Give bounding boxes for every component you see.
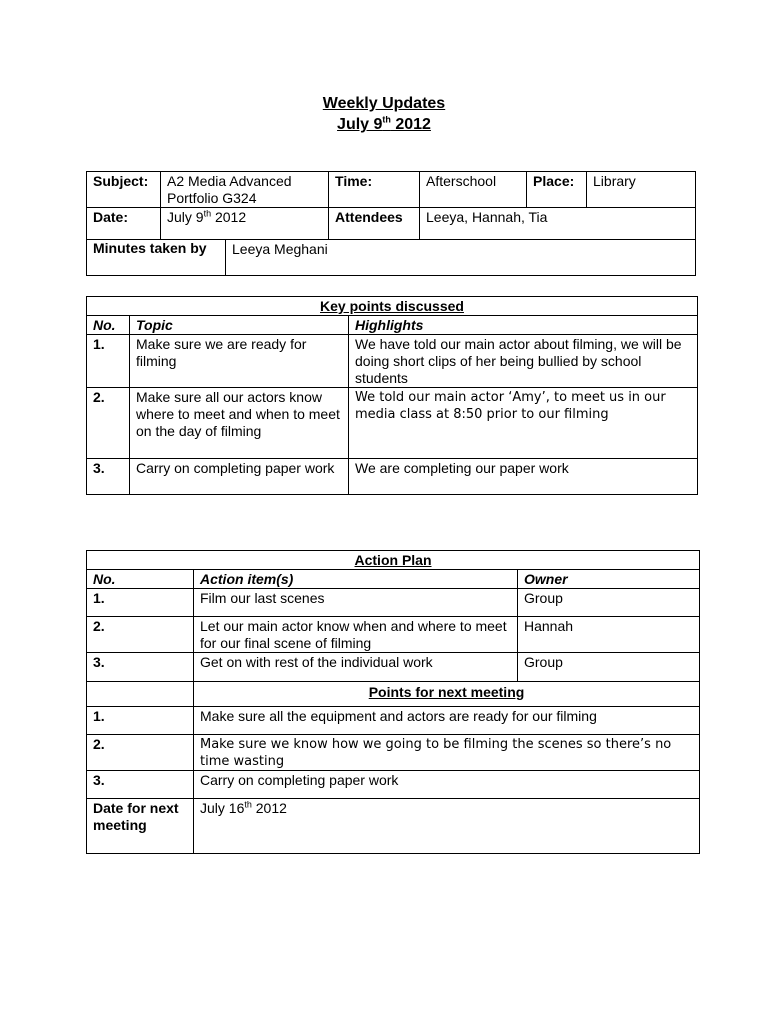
action-plan-header-row [87, 570, 700, 589]
date-text: July 9 [337, 116, 383, 133]
row-number: 1. [87, 589, 194, 617]
date-label: Date: [87, 208, 161, 240]
action-plan-table [86, 550, 700, 854]
row-topic: Make sure all our actors know where to meet and when to meet on the day of filming [130, 388, 349, 459]
document-title: Weekly Updates [322, 95, 446, 112]
col-highlights: Highlights [349, 316, 698, 335]
place-label: Place: [527, 172, 587, 208]
next-date-year: 2012 [251, 800, 287, 816]
row-number: 3. [87, 771, 194, 799]
col-owner: Owner [518, 570, 700, 589]
row-topic: Make sure we are ready for filming [130, 335, 349, 388]
table-row [87, 735, 700, 771]
row-highlight: We told our main actor ‘Amy’, to meet us in our media class at 8:50 prior to our filming [349, 388, 698, 459]
attendees-label: Attendees [329, 208, 420, 240]
subject-label: Subject: [87, 172, 161, 208]
row-number: 2. [87, 617, 194, 653]
next-date-value [194, 799, 700, 854]
next-meeting-heading-row [87, 682, 700, 707]
table-row [87, 459, 698, 495]
row-action-item: Get on with rest of the individual work [194, 653, 518, 682]
table-row [87, 653, 700, 682]
place-value: Library [587, 172, 696, 208]
table-row [87, 388, 698, 459]
col-no: No. [87, 570, 194, 589]
key-points-header-row [87, 316, 698, 335]
key-points-heading: Key points discussed [87, 297, 698, 316]
empty-cell [87, 682, 194, 707]
next-meeting-heading: Points for next meeting [194, 682, 700, 707]
table-row [87, 707, 700, 735]
row-highlight: We are completing our paper work [349, 459, 698, 495]
table-row [87, 617, 700, 653]
row-action-item: Let our main actor know when and where to meet for our final scene of filming [194, 617, 518, 653]
table-row [87, 335, 698, 388]
date-ordinal: th [382, 114, 391, 125]
row-owner: Group [518, 589, 700, 617]
next-date-ordinal: th [244, 799, 252, 810]
next-date-row [87, 799, 700, 854]
table-row [87, 771, 700, 799]
meeting-info-table [86, 171, 696, 276]
minutes-value: Leeya Meghani [226, 240, 696, 276]
row-number: 2. [87, 735, 194, 771]
row-number: 1. [87, 335, 130, 388]
date-row [87, 208, 696, 240]
row-highlight: We have told our main actor about filming, we will be doing short clips of her being bullied by school students [349, 335, 698, 388]
time-value: Afterschool [420, 172, 527, 208]
key-points-heading-row [87, 297, 698, 316]
subject-row [87, 172, 696, 208]
col-no: No. [87, 316, 130, 335]
row-number: 3. [87, 459, 130, 495]
action-plan-heading-row [87, 551, 700, 570]
action-plan-heading: Action Plan [87, 551, 700, 570]
date-value [161, 208, 329, 240]
row-topic: Carry on completing paper work [130, 459, 349, 495]
time-label: Time: [329, 172, 420, 208]
row-next-item: Carry on completing paper work [194, 771, 700, 799]
date-year: 2012 [390, 116, 431, 133]
row-owner: Hannah [518, 617, 700, 653]
key-points-table [86, 296, 698, 495]
minutes-label: Minutes taken by [87, 240, 226, 276]
document-date [0, 115, 768, 134]
attendees-value: Leeya, Hannah, Tia [420, 208, 696, 240]
col-topic: Topic [130, 316, 349, 335]
row-next-item: Make sure all the equipment and actors are ready for our filming [194, 707, 700, 735]
row-number: 3. [87, 653, 194, 682]
next-date-text: July 16 [200, 800, 245, 816]
row-owner: Group [518, 653, 700, 682]
date-value-year: 2012 [211, 209, 247, 225]
row-next-item: Make sure we know how we going to be filming the scenes so there’s no time wasting [194, 735, 700, 771]
row-number: 2. [87, 388, 130, 459]
row-number: 1. [87, 707, 194, 735]
minutes-row [87, 240, 696, 276]
row-action-item: Film our last scenes [194, 589, 518, 617]
next-date-label: Date for next meeting [87, 799, 194, 854]
subject-value: A2 Media Advanced Portfolio G324 [161, 172, 329, 208]
col-action-item: Action item(s) [194, 570, 518, 589]
date-value-ordinal: th [203, 208, 212, 219]
date-value-text: July 9 [167, 209, 204, 225]
table-row [87, 589, 700, 617]
